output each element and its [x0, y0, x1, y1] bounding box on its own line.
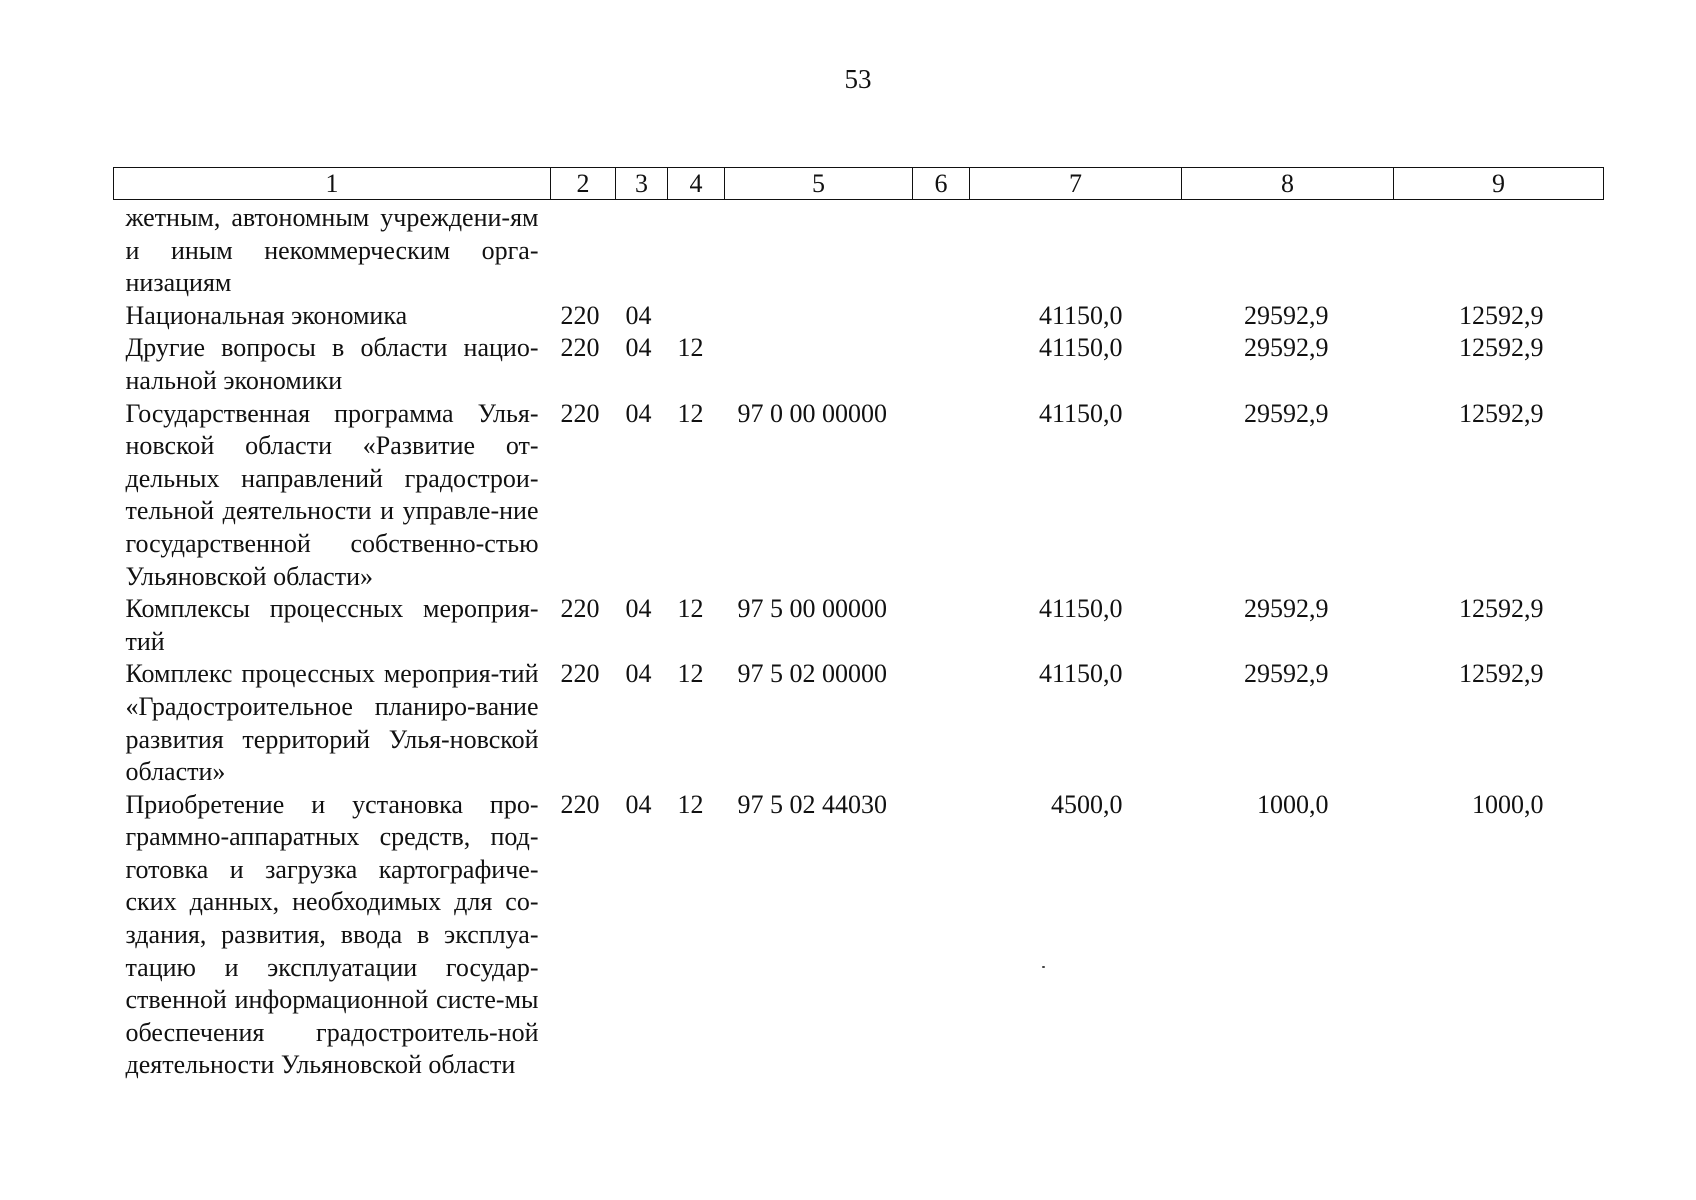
- row-amount-col9: 12592,9: [1459, 300, 1544, 330]
- row-code-col3: 04: [625, 789, 652, 819]
- row-code-col5: 97 5 00 00000: [737, 594, 887, 624]
- row-code-col3: 04: [625, 659, 652, 689]
- row-amount-col7: [970, 200, 1182, 300]
- row-amount-col7: 41150,0: [1038, 594, 1123, 624]
- header-row: [114, 168, 1604, 200]
- row-amount-col8: 29592,9: [1244, 398, 1329, 428]
- column-header-9: 9: [1394, 168, 1604, 200]
- budget-table-container: [113, 167, 1603, 1082]
- row-code-col3: 04: [625, 333, 652, 363]
- scan-speck: [1042, 966, 1045, 968]
- table-row: [114, 789, 1604, 1082]
- row-code-col6: [913, 200, 970, 300]
- column-header-2: 2: [551, 168, 616, 200]
- row-amount-col7: 41150,0: [1038, 300, 1123, 330]
- column-header-1: 1: [114, 168, 551, 200]
- row-name: жетным, автономным учреждени-ям и иным некоммерческим орга-низациям: [125, 203, 539, 298]
- row-code-col2: 220: [560, 300, 600, 330]
- row-code-col4: 12: [677, 333, 704, 363]
- row-code-col3: [616, 200, 668, 300]
- row-name: Национальная экономика: [125, 300, 408, 330]
- row-code-col6: [913, 658, 970, 788]
- row-amount-col8: 29592,9: [1244, 300, 1329, 330]
- row-amount-col9: [1394, 200, 1604, 300]
- row-amount-col8: 29592,9: [1244, 659, 1329, 689]
- row-amount-col8: 29592,9: [1244, 594, 1329, 624]
- row-code-col5: 97 0 00 00000: [737, 398, 887, 428]
- row-amount-col9: 12592,9: [1459, 398, 1544, 428]
- row-code-col2: 220: [560, 398, 600, 428]
- column-header-8: 8: [1182, 168, 1394, 200]
- row-code-col4: 12: [677, 789, 704, 819]
- row-amount-col7: 41150,0: [1038, 398, 1123, 428]
- table-row: [114, 300, 1604, 333]
- table-row: [114, 200, 1604, 300]
- row-code-col5: [725, 332, 913, 397]
- row-code-col2: [551, 200, 616, 300]
- column-header-3: 3: [616, 168, 668, 200]
- table-header: [114, 168, 1604, 200]
- row-code-col4: 12: [677, 398, 704, 428]
- row-amount-col9: 1000,0: [1472, 789, 1544, 819]
- column-header-7: 7: [970, 168, 1182, 200]
- row-code-col2: 220: [560, 333, 600, 363]
- column-header-6: 6: [913, 168, 970, 200]
- table-row: [114, 658, 1604, 788]
- row-code-col6: [913, 593, 970, 658]
- row-code-col4: [668, 300, 725, 333]
- row-amount-col7: 41150,0: [1038, 333, 1123, 363]
- budget-table: [113, 167, 1604, 1082]
- row-code-col6: [913, 789, 970, 1082]
- row-code-col3: 04: [625, 594, 652, 624]
- row-code-col3: 04: [625, 398, 652, 428]
- row-code-col3: 04: [625, 300, 652, 330]
- row-amount-col7: 4500,0: [1051, 789, 1123, 819]
- row-code-col2: 220: [560, 594, 600, 624]
- row-code-col2: 220: [560, 659, 600, 689]
- row-code-col2: 220: [560, 789, 600, 819]
- page-number: 53: [844, 64, 872, 94]
- table-row: [114, 332, 1604, 397]
- row-code-col6: [913, 332, 970, 397]
- row-amount-col9: 12592,9: [1459, 594, 1544, 624]
- row-amount-col9: 12592,9: [1459, 333, 1544, 363]
- row-name: Приобретение и установка про-граммно-аппаратных средств, под-готовка и загрузка картографиче-ских данных, необходимых для со-здания, развития, ввода в эксплуа-тацию и эксплуатации государ-ственной информационной систе-мы обеспечения градостроитель-ной деятельности Ульяновской области: [125, 789, 539, 1080]
- row-code-col5: [725, 200, 913, 300]
- row-amount-col9: 12592,9: [1459, 659, 1544, 689]
- row-amount-col8: 1000,0: [1257, 789, 1329, 819]
- row-amount-col8: [1182, 200, 1394, 300]
- row-code-col6: [913, 398, 970, 594]
- row-name: Комплексы процессных мероприя-тий: [125, 594, 539, 656]
- row-code-col4: 12: [677, 659, 704, 689]
- row-code-col5: [725, 300, 913, 333]
- table-row: [114, 398, 1604, 594]
- row-name: Комплекс процессных мероприя-тий «Градостроительное планиро-вание развития территорий Улья-новской области»: [125, 659, 539, 787]
- table-row: [114, 593, 1604, 658]
- row-code-col4: 12: [677, 594, 704, 624]
- row-name: Государственная программа Улья-новской области «Развитие от-дельных направлений градострои-тельной деятельности и управле-ние государственной собственно-стью Ульяновской области»: [125, 398, 539, 591]
- row-name: Другие вопросы в области нацио-нальной экономики: [125, 333, 539, 395]
- row-amount-col7: 41150,0: [1038, 659, 1123, 689]
- row-code-col4: [668, 200, 725, 300]
- row-amount-col8: 29592,9: [1244, 333, 1329, 363]
- column-header-4: 4: [668, 168, 725, 200]
- row-code-col5: 97 5 02 44030: [737, 789, 887, 819]
- table-body: [114, 200, 1604, 1083]
- row-code-col6: [913, 300, 970, 333]
- row-code-col5: 97 5 02 00000: [737, 659, 887, 689]
- column-header-5: 5: [725, 168, 913, 200]
